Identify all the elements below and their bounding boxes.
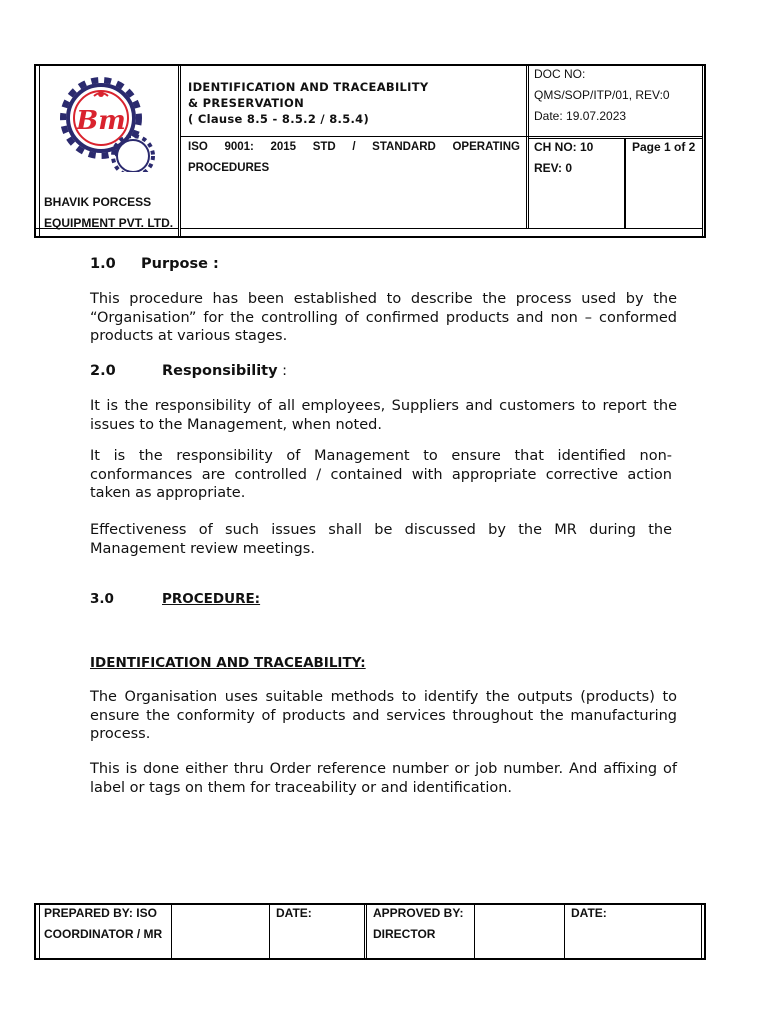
section-1-number: 1.0 <box>90 256 116 272</box>
divider <box>180 66 181 236</box>
section-3-paragraph-2: This is done either thru Order reference number or job number. And affixing of label or tags on them for traceability or and identification. <box>90 761 677 796</box>
section-1-title: Purpose : <box>141 256 219 272</box>
divider <box>564 905 565 958</box>
prepared-date-label: DATE: <box>276 906 312 920</box>
prepared-by: PREPARED BY: ISO COORDINATOR / MR <box>44 906 163 941</box>
approved-date-label: DATE: <box>571 906 607 920</box>
section-2-heading <box>162 363 287 379</box>
company-name: BHAVIK PORCESS EQUIPMENT PVT. LTD. <box>44 195 174 230</box>
divider <box>269 905 270 958</box>
footer-table <box>34 903 706 960</box>
section-1-paragraph: This procedure has been established to describe the process used by the “Organisation” for the controlling of confirmed products and non – conformed products at various stages. <box>90 291 677 344</box>
divider <box>39 905 40 958</box>
subsection-title: IDENTIFICATION AND TRACEABILITY: <box>90 655 366 671</box>
approved-by: APPROVED BY: DIRECTOR <box>373 906 464 941</box>
section-2-title: Responsibility <box>162 363 278 379</box>
section-2-number: 2.0 <box>90 363 116 379</box>
divider <box>180 228 702 229</box>
divider <box>702 66 703 236</box>
document-title: IDENTIFICATION AND TRACEABILITY & PRESERVATION ( Clause 8.5 - 8.5.2 / 8.5.4) <box>188 80 429 126</box>
section-3-number: 3.0 <box>90 591 114 607</box>
logo-monogram: Bm <box>76 106 126 136</box>
divider <box>171 905 172 958</box>
divider <box>624 138 626 228</box>
page-number: Page 1 of 2 <box>632 140 696 154</box>
chapter-rev: CH NO: 10 REV: 0 <box>534 140 594 175</box>
divider <box>178 66 179 236</box>
header-table <box>34 64 706 238</box>
section-2-paragraph-2: It is the responsibility of Management to ensure that identified non-conformances are controlled / contained with appropriate corrective action taken as appropriate. <box>90 448 672 501</box>
section-3-title: PROCEDURE: <box>162 591 261 607</box>
section-2-paragraph-3: Effectiveness of such issues shall be discussed by the MR during the Management review meetings. <box>90 522 672 557</box>
iso-standard: ISO 9001: 2015 STD / STANDARD OPERATING PROCEDURES <box>188 141 520 174</box>
company-logo <box>54 72 164 172</box>
section-2-paragraph-1: It is the responsibility of all employees, Suppliers and customers to report the issues to the Management, when noted. <box>90 398 677 433</box>
divider <box>474 905 475 958</box>
section-2-colon: : <box>277 363 288 379</box>
divider <box>366 905 367 958</box>
divider <box>364 905 365 958</box>
divider <box>701 905 702 958</box>
section-3-paragraph-1: The Organisation uses suitable methods to identify the outputs (products) to ensure the conformity of products and services throughout the manufacturing process. <box>90 689 677 742</box>
doc-info: DOC NO: QMS/SOP/ITP/01, REV:0 Date: 19.07.2023 <box>534 67 670 123</box>
divider <box>526 66 527 228</box>
divider <box>39 66 40 236</box>
divider <box>528 66 529 228</box>
